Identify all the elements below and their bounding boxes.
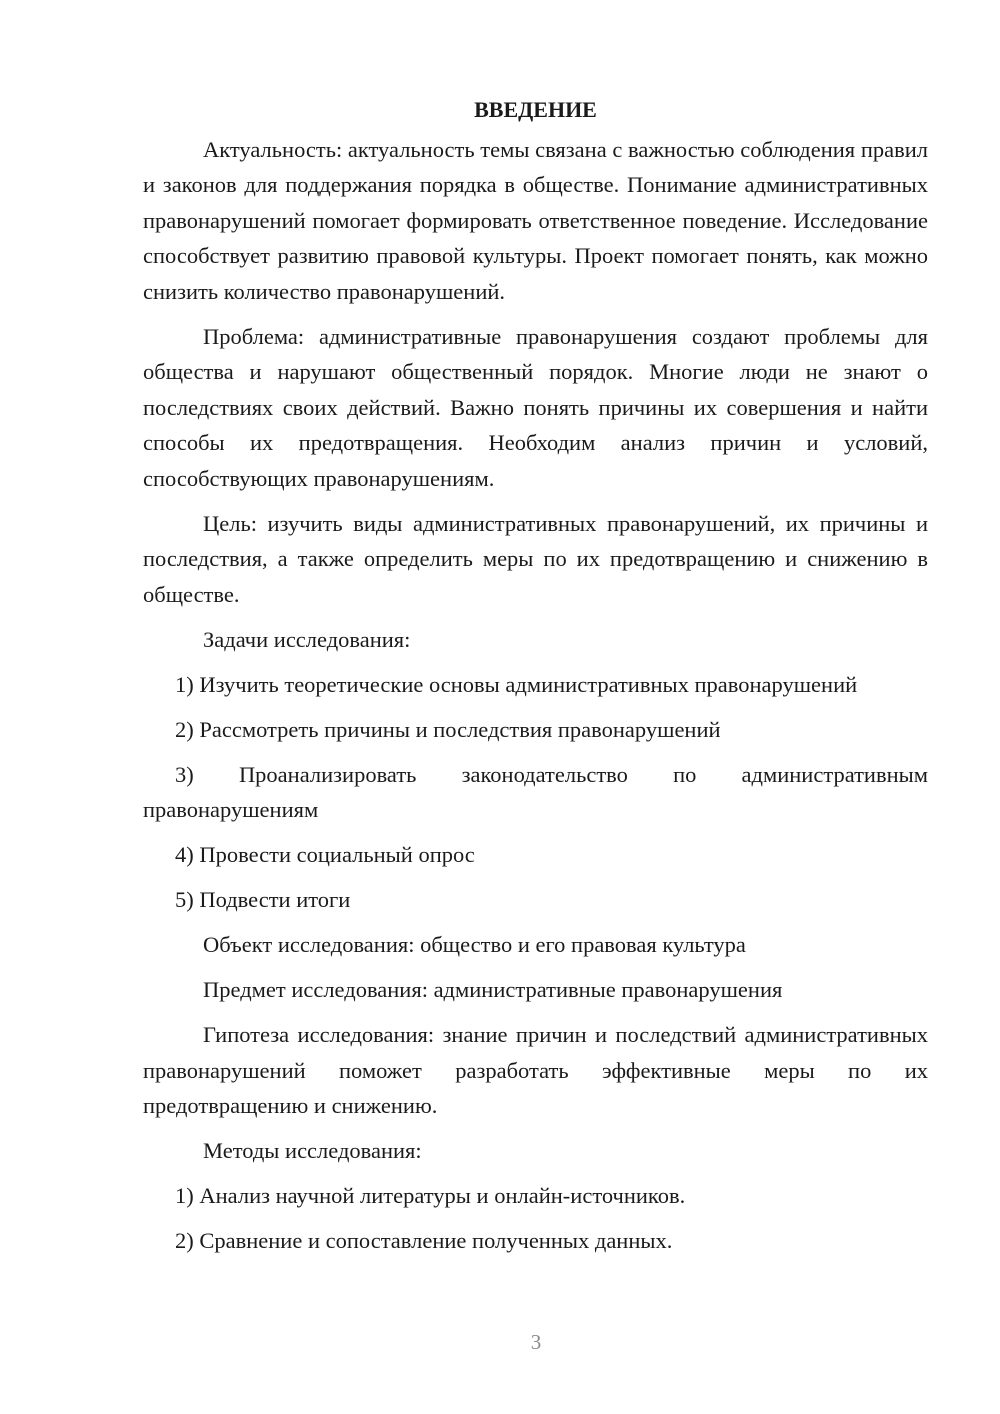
method-item: 2) Сравнение и сопоставление полученных данных. [175,1228,673,1253]
relevance-paragraph: Актуальность: актуальность темы связана с важностью соблюдения правил и законов для поддержания порядка в обществе. Понимание административных правонарушений помогает формировать ответственное поведение. Исследование способствует развитию правовой культуры. Проект помогает понять, как можно снизить количество правонарушений. [143,136,928,304]
page-number: 3 [530,1330,542,1354]
task-item: 4) Провести социальный опрос [175,842,475,867]
task-item: 5) Подвести итоги [175,887,351,912]
tasks-heading: Задачи исследования: [203,626,411,652]
task-item: 1) Изучить теоретические основы административных правонарушений [175,671,858,697]
task-item: 3) Проанализировать законодательство по административным правонарушениям [143,761,928,822]
methods-heading: Методы исследования: [203,1138,422,1163]
goal-paragraph: Цель: изучить виды административных правонарушений, их причины и последствия, а также определить меры по их предотвращению и снижению в обществе. [143,510,928,607]
document-page [143,92,928,1268]
subject-line: Предмет исследования: административные правонарушения [203,977,783,1002]
task-item: 2) Рассмотреть причины и последствия правонарушений [175,716,721,742]
methods-list [143,1178,928,1259]
problem-paragraph: Проблема: административные правонарушения создают проблемы для общества и нарушают общественный порядок. Многие люди не знают о последствиях своих действий. Важно понять причины их совершения и найти способы их предотвращения. Необходим анализ причин и условий, способствующих правонарушениям. [143,323,928,491]
tasks-list [143,667,928,918]
section-title: ВВЕДЕНИЕ [474,97,597,122]
object-line: Объект исследования: общество и его правовая культура [203,932,746,957]
method-item: 1) Анализ научной литературы и онлайн-источников. [175,1183,686,1208]
hypothesis-paragraph: Гипотеза исследования: знание причин и последствий административных правонарушений поможет разработать эффективные меры по их предотвращению и снижению. [143,1022,928,1118]
